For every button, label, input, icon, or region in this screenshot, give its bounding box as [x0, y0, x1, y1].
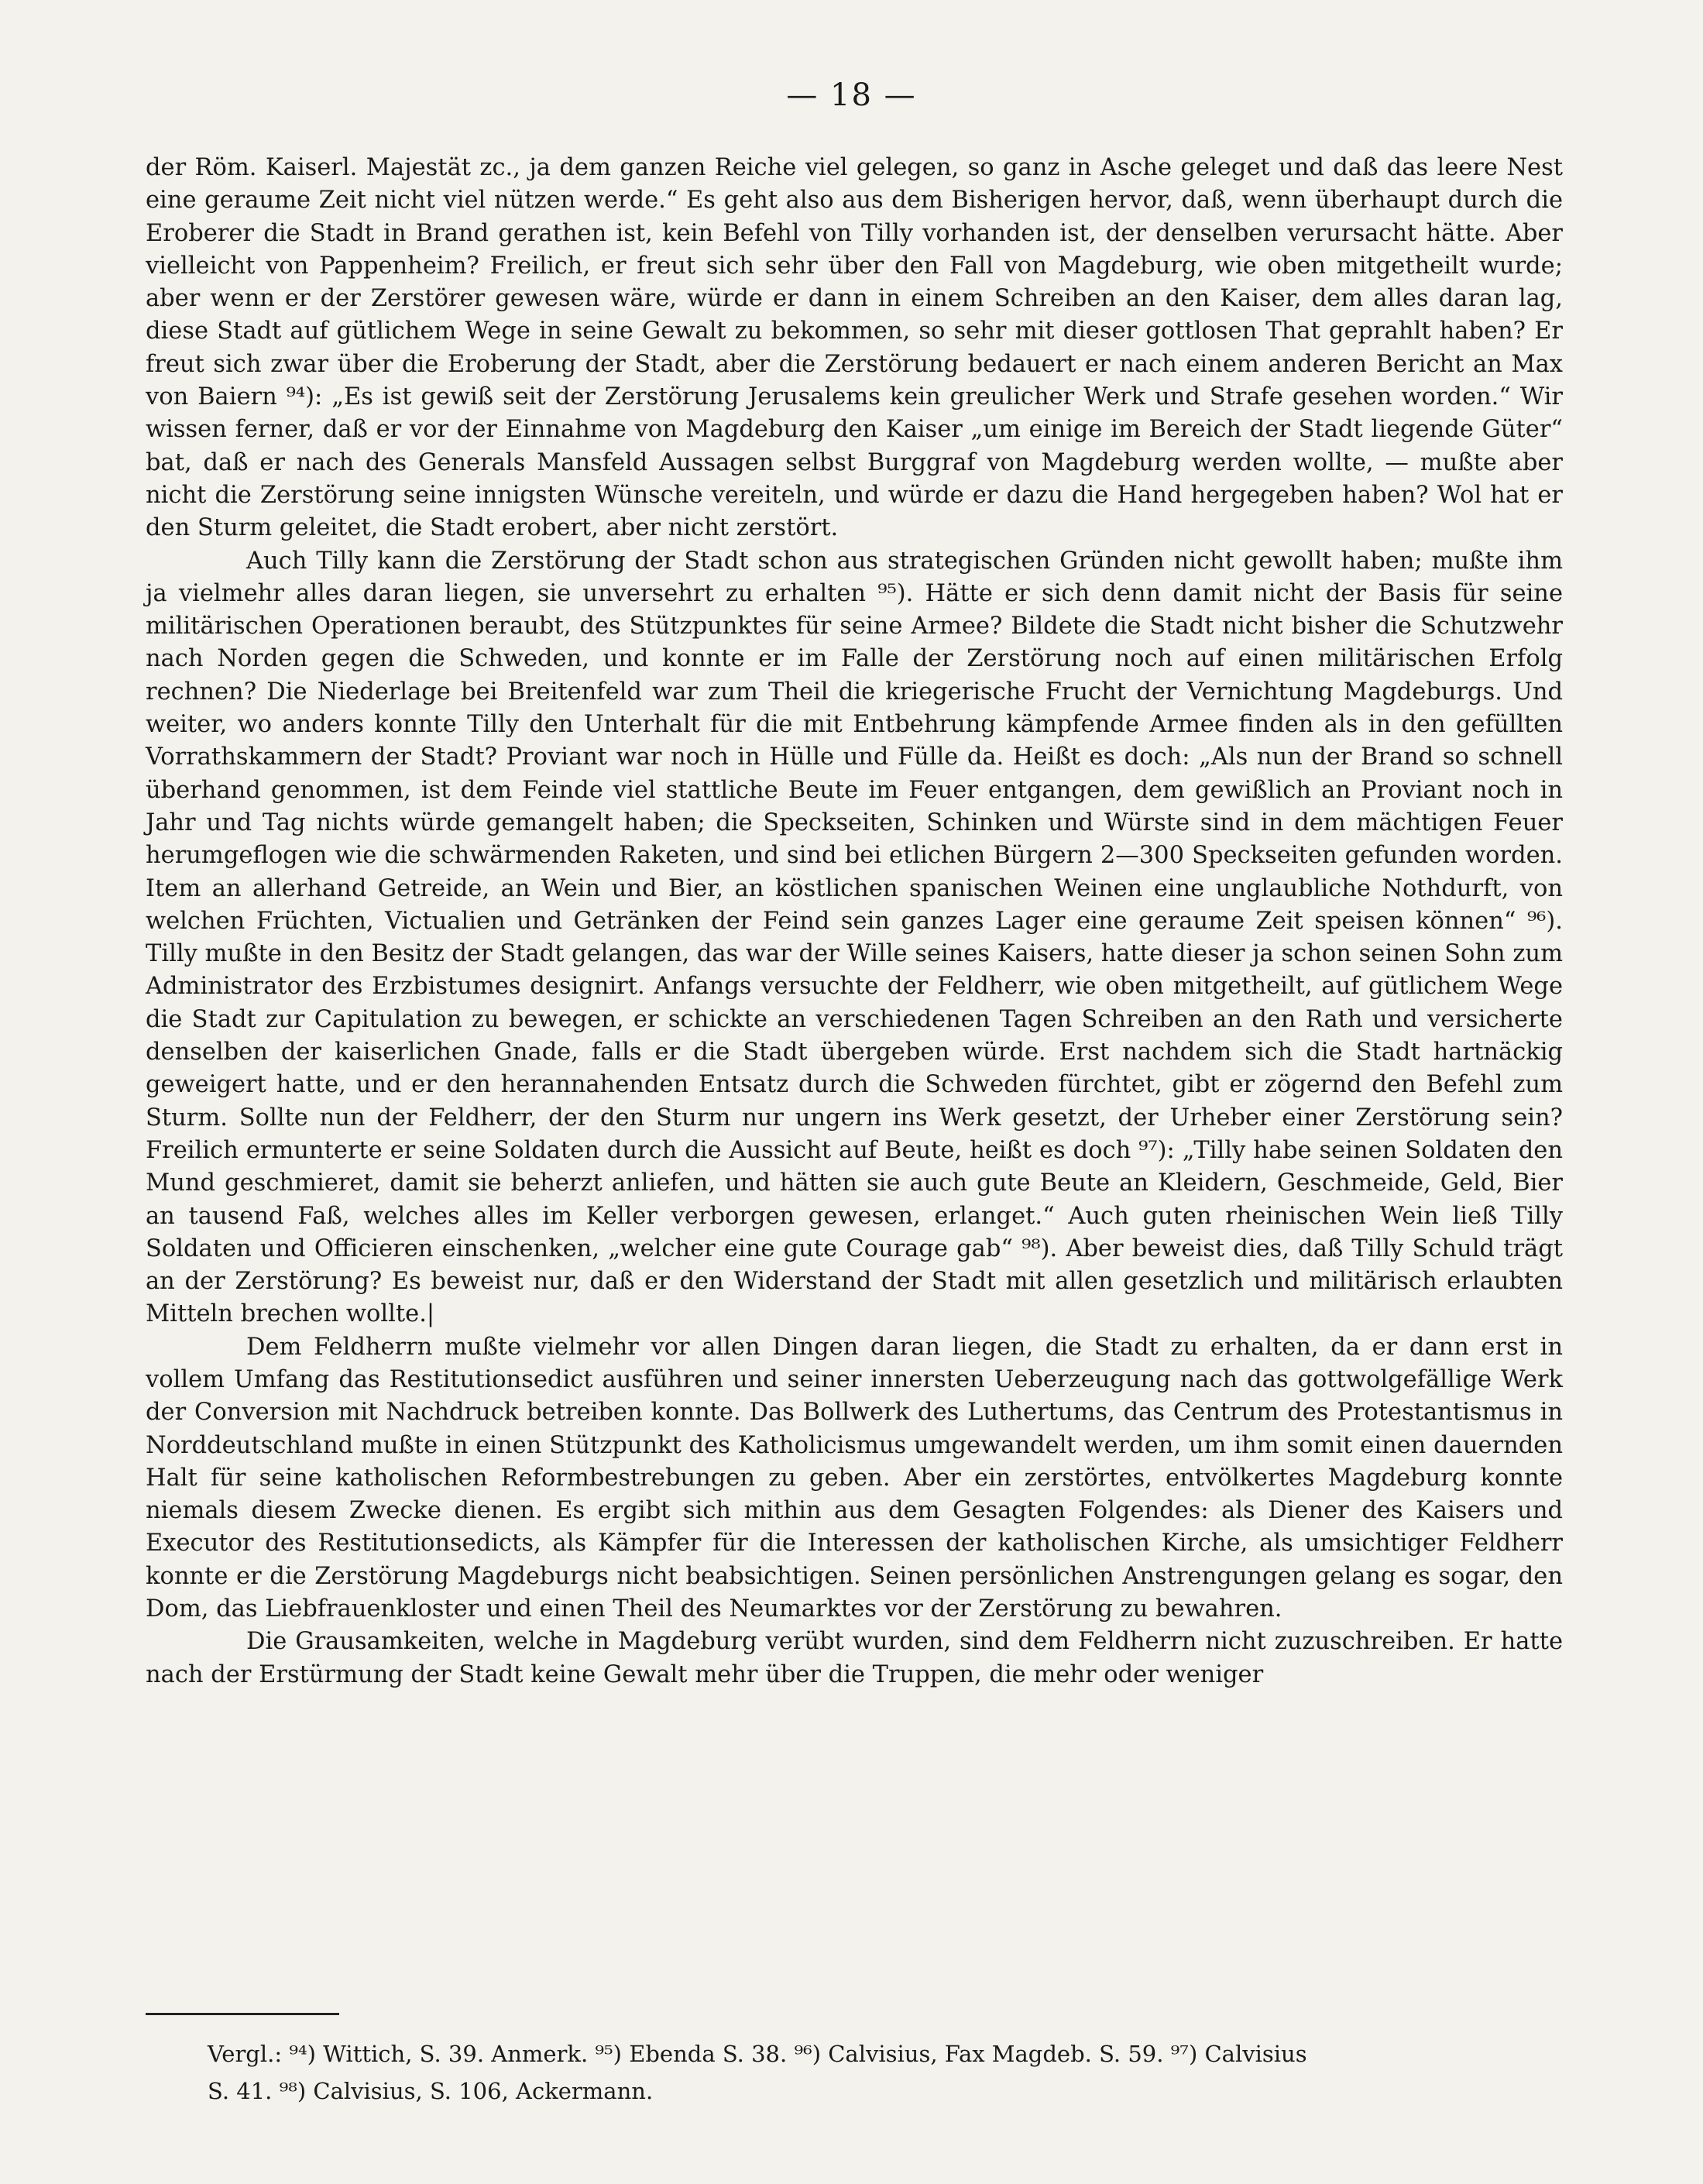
footnotes	[146, 2035, 1563, 2110]
footnote-line: Vergl.: ⁹⁴) Wittich, S. 39. Anmerk. ⁹⁵) Ebenda S. 38. ⁹⁶) Calvisius, Fax Magdeb. S. 59. ⁹⁷) Calvisius	[208, 2041, 1307, 2067]
paragraph: der Röm. Kaiserl. Majestät zc., ja dem ganzen Reiche viel gelegen, so ganz in Asche geleget und daß das leere Nest eine geraume Zeit nicht viel nützen werde.“ Es geht also aus dem Bisherigen hervor, daß, wenn überhaupt durch die Eroberer die Stadt in Brand gerathen ist, kein Befehl von Tilly vorhanden ist, der denselben verursacht hätte. Aber vielleicht von Pappenheim? Freilich, er freut sich sehr über den Fall von Magdeburg, wie oben mitgetheilt wurde; aber wenn er der Zerstörer gewesen wäre, würde er dann in einem Schreiben an den Kaiser, dem alles daran lag, diese Stadt auf gütlichem Wege in seine Gewalt zu bekommen, so sehr mit dieser gottlosen That geprahlt haben? Er freut sich zwar über die Eroberung der Stadt, aber die Zerstörung bedauert er nach einem anderen Bericht an Max von Baiern ⁹⁴): „Es ist gewiß seit der Zerstörung Jerusalems kein greulicher Werk und Strafe gesehen worden.“ Wir wissen ferner, daß er vor der Einnahme von Magdeburg den Kaiser „um einige im Bereich der Stadt liegende Güter“ bat, daß er nach des Generals Mansfeld Aussagen selbst Burggraf von Magdeburg werden wollte, — mußte aber nicht die Zerstörung seine innigsten Wünsche vereiteln, und würde er dazu die Hand hergegeben haben? Wol hat er den Sturm geleitet, die Stadt erobert, aber nicht zerstört.	[146, 154, 1563, 542]
paragraph: Auch Tilly kann die Zerstörung der Stadt schon aus strategischen Gründen nicht gewollt haben; mußte ihm ja vielmehr alles daran liegen, sie unversehrt zu erhalten ⁹⁵). Hätte er sich denn damit nicht der Basis für seine militärischen Operationen beraubt, des Stützpunktes für seine Armee? Bildete die Stadt nicht bisher die Schutzwehr nach Norden gegen die Schweden, und konnte er im Falle der Zerstörung noch auf einen militärischen Erfolg rechnen? Die Niederlage bei Breitenfeld war zum Theil die kriegerische Frucht der Vernichtung Magdeburgs. Und weiter, wo anders konnte Tilly den Unterhalt für die mit Entbehrung kämpfende Armee finden als in den gefüllten Vorrathskammern der Stadt? Proviant war noch in Hülle und Fülle da. Heißt es doch: „Als nun der Brand so schnell überhand genommen, ist dem Feinde viel stattliche Beute im Feuer entgangen, dem gewißlich an Proviant noch in Jahr und Tag nichts würde gemangelt haben; die Speckseiten, Schinken und Würste sind in dem mächtigen Feuer herumgeflogen wie die schwärmenden Raketen, und sind bei etlichen Bürgern 2—300 Speckseiten gefunden worden. Item an allerhand Getreide, an Wein und Bier, an köstlichen spanischen Weinen eine unglaubliche Nothdurft, von welchen Früchten, Victualien und Getränken der Feind sein ganzes Lager eine geraume Zeit speisen können“ ⁹⁶). Tilly mußte in den Besitz der Stadt gelangen, das war der Wille seines Kaisers, hatte dieser ja schon seinen Sohn zum Administrator des Erzbistumes designirt. Anfangs versuchte der Feldherr, wie oben mitgetheilt, auf gütlichem Wege die Stadt zur Capitulation zu bewegen, er schickte an verschiedenen Tagen Schreiben an den Rath und versicherte denselben der kaiserlichen Gnade, falls er die Stadt übergeben würde. Erst nachdem sich die Stadt hartnäckig geweigert hatte, und er den herannahenden Entsatz durch die Schweden fürchtet, gibt er zögernd den Befehl zum Sturm. Sollte nun der Feldherr, der den Sturm nur ungern ins Werk gesetzt, der Urheber einer Zerstörung sein? Freilich ermunterte er seine Soldaten durch die Aussicht auf Beute, heißt es doch ⁹⁷): „Tilly habe seinen Soldaten den Mund geschmieret, damit sie beherzt anliefen, und hätten sie auch gute Beute an Kleidern, Geschmeide, Geld, Bier an tausend Faß, welches alles im Keller verborgen gewesen, erlanget.“ Auch guten rheinischen Wein ließ Tilly Soldaten und Officieren einschenken, „welcher eine gute Courage gab“ ⁹⁸). Aber beweist dies, daß Tilly Schuld trägt an der Zerstörung? Es beweist nur, daß er den Widerstand der Stadt mit allen gesetzlich und militärisch erlaubten Mitteln brechen wollte.|	[146, 547, 1563, 1328]
footnote-divider	[146, 2013, 339, 2015]
body-text	[146, 152, 1563, 1691]
page-number: — 18 —	[786, 77, 917, 113]
paragraph: Dem Feldherrn mußte vielmehr vor allen Dingen daran liegen, die Stadt zu erhalten, da er dann erst in vollem Umfang das Restitutionsedict ausführen und seiner innersten Ueberzeugung nach das gottwolgefällige Werk der Conversion mit Nachdruck betreiben konnte. Das Bollwerk des Luthertums, das Centrum des Protestantismus in Norddeutschland mußte in einen Stützpunkt des Katholicismus umgewandelt werden, um ihm somit einen dauernden Halt für seine katholischen Reformbestrebungen zu geben. Aber ein zerstörtes, entvölkertes Magdeburg konnte niemals diesem Zwecke dienen. Es ergibt sich mithin aus dem Gesagten Folgendes: als Diener des Kaisers und Executor des Restitutionsedicts, als Kämpfer für die Interessen der katholischen Kirche, als umsichtiger Feldherr konnte er die Zerstörung Magdeburgs nicht beabsichtigen. Seinen persönlichen Anstrengungen gelang es sogar, den Dom, das Liebfrauenkloster und einen Theil des Neumarktes vor der Zerstörung zu bewahren.	[146, 1333, 1563, 1623]
footnote-line: S. 41. ⁹⁸) Calvisius, S. 106, Ackermann.	[208, 2078, 654, 2104]
paragraph: Die Grausamkeiten, welche in Magdeburg verübt wurden, sind dem Feldherrn nicht zuzuschreiben. Er hatte nach der Erstürmung der Stadt keine Gewalt mehr über die Truppen, die mehr oder weniger	[146, 1628, 1563, 1688]
